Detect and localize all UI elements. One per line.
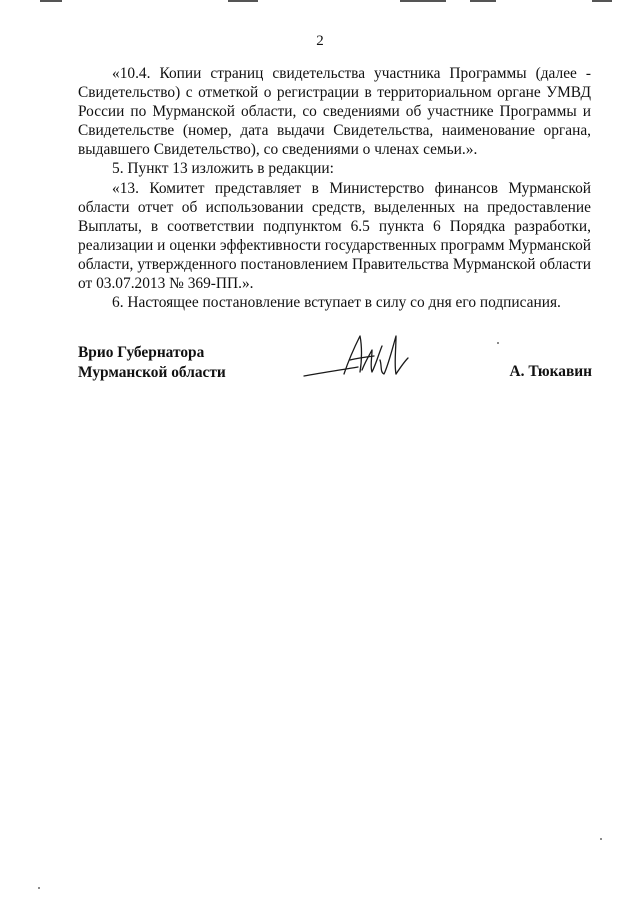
- signatory-name: А. Тюкавин: [509, 363, 592, 380]
- paragraph-item-5: 5. Пункт 13 изложить в редакции:: [112, 160, 334, 178]
- signatory-title-line2: Мурманской области: [78, 363, 226, 381]
- handwritten-signature: [300, 330, 410, 385]
- scan-edge-mark: [40, 0, 62, 2]
- scan-edge-mark: [592, 0, 612, 2]
- scan-speck: [38, 887, 40, 889]
- page-number: 2: [316, 33, 324, 49]
- paragraph-item-6: 6. Настоящее постановление вступает в силу со дня его подписания.: [112, 294, 561, 312]
- scan-edge-mark: [400, 0, 446, 2]
- document-body: [78, 64, 591, 312]
- scan-edge-mark: [228, 0, 258, 2]
- scan-speck: [497, 342, 499, 344]
- paragraph-10-4: «10.4. Копии страниц свидетельства участника Программы (далее - Свидетельство) с отметкой о регистрации в территориальном органе УМВД России по Мурманской области, со сведениями об участнике Программы и Свидетельстве (номер, дата выдачи Свидетельства, наименование органа, выдавшего Свидетельство), со сведениями о членах семьи.».: [78, 65, 591, 159]
- signatory-title: [78, 343, 226, 382]
- scan-speck: [600, 838, 602, 840]
- signatory-title-line1: Врио Губернатора: [78, 344, 205, 361]
- scan-edge-mark: [470, 0, 496, 2]
- paragraph-13: «13. Комитет представляет в Министерство финансов Мурманской области отчет об использовании средств, выделенных на предоставление Выплаты, в соответствии подпунктом 6.5 пункта 6 Порядка разработки, реализации и оценки эффективности государственных программ Мурманской области, утвержденного постановлением Правительства Мурманской области от 03.07.2013 № 369-ПП.».: [78, 179, 591, 293]
